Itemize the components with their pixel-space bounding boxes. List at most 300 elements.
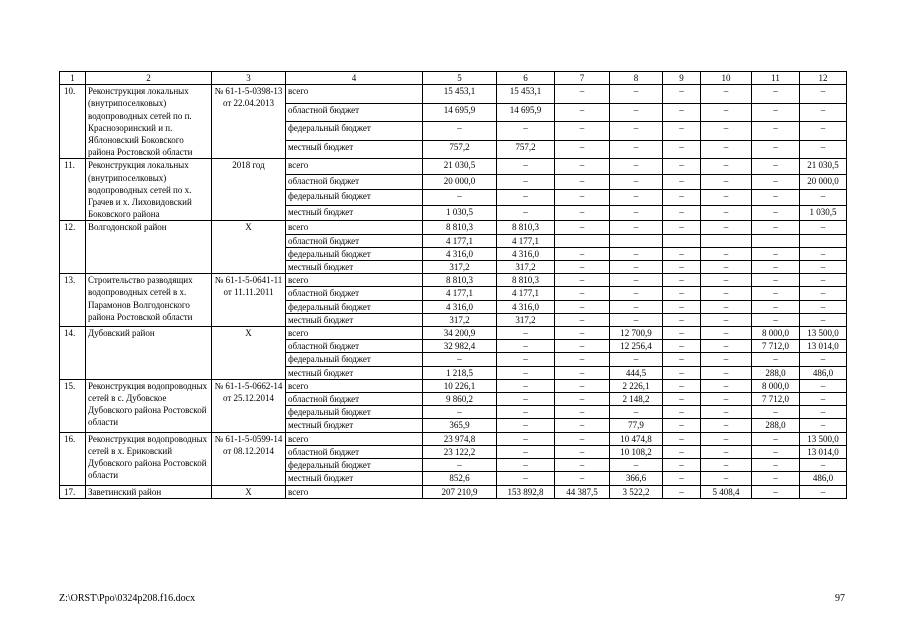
amount-cell: 15 453,1 — [423, 85, 497, 104]
amount-cell: – — [701, 205, 752, 221]
amount-cell: – — [497, 406, 555, 419]
funding-source-label: всего — [286, 274, 423, 287]
amount-cell — [752, 234, 800, 247]
funding-source-label: федеральный бюджет — [286, 353, 423, 366]
amount-cell: 317,2 — [497, 313, 555, 326]
amount-cell: 23 974,8 — [423, 432, 497, 445]
amount-cell: – — [701, 122, 752, 141]
amount-cell: 4 316,0 — [423, 300, 497, 313]
funding-source-label: местный бюджет — [286, 472, 423, 485]
amount-cell: – — [701, 366, 752, 379]
funding-source-label: областной бюджет — [286, 234, 423, 247]
amount-cell: 10 226,1 — [423, 379, 497, 392]
header-cell: 11 — [752, 72, 800, 85]
funding-source-label: местный бюджет — [286, 205, 423, 221]
funding-source-label: федеральный бюджет — [286, 190, 423, 206]
footer-page-number: 97 — [835, 593, 845, 604]
amount-cell: 23 122,2 — [423, 445, 497, 458]
amount-cell: – — [555, 393, 610, 406]
amount-cell: 8 810,3 — [497, 274, 555, 287]
amount-cell: – — [555, 459, 610, 472]
amount-cell: 1 218,5 — [423, 366, 497, 379]
amount-cell: – — [610, 247, 663, 260]
amount-cell: – — [555, 353, 610, 366]
project-code: № 61-1-5-0662-14 от 25.12.2014 — [212, 379, 286, 432]
amount-cell: – — [800, 85, 847, 104]
amount-cell: – — [752, 287, 800, 300]
amount-cell: – — [497, 122, 555, 141]
amount-cell: – — [752, 247, 800, 260]
header-cell: 7 — [555, 72, 610, 85]
amount-cell: – — [497, 190, 555, 206]
amount-cell: – — [701, 287, 752, 300]
amount-cell: – — [701, 85, 752, 104]
amount-cell: – — [800, 300, 847, 313]
amount-cell: – — [663, 247, 701, 260]
project-code: № 61-1-5-0641-11 от 11.11.2011 — [212, 274, 286, 327]
amount-cell: – — [555, 366, 610, 379]
footer-file-path: Z:\ORST\Ppo\0324p208.f16.docx — [59, 593, 196, 604]
amount-cell: – — [555, 174, 610, 190]
amount-cell: 3 522,2 — [610, 485, 663, 498]
funding-source-label: федеральный бюджет — [286, 247, 423, 260]
amount-cell: – — [752, 261, 800, 274]
row-number: 11. — [60, 159, 86, 221]
amount-cell: 2 148,2 — [610, 393, 663, 406]
amount-cell: 757,2 — [423, 140, 497, 159]
amount-cell: 8 810,3 — [423, 274, 497, 287]
amount-cell: – — [663, 221, 701, 234]
amount-cell: – — [663, 419, 701, 432]
table-row — [60, 432, 847, 445]
amount-cell: – — [610, 261, 663, 274]
amount-cell: – — [800, 406, 847, 419]
amount-cell: – — [610, 300, 663, 313]
object-name: Заветинский район — [86, 485, 212, 498]
amount-cell: – — [701, 313, 752, 326]
amount-cell: – — [663, 366, 701, 379]
amount-cell: – — [800, 190, 847, 206]
amount-cell: 4 177,1 — [497, 234, 555, 247]
amount-cell: – — [701, 340, 752, 353]
amount-cell: 1 030,5 — [423, 205, 497, 221]
amount-cell: – — [752, 432, 800, 445]
amount-cell: – — [663, 472, 701, 485]
object-name: Реконструкция локальных (внутрипоселковых) водопроводных сетей по п. Краснозоринский и п. Яблоновский Боковского района Ростовской области — [86, 85, 212, 159]
amount-cell: 20 000,0 — [423, 174, 497, 190]
amount-cell: 13 014,0 — [800, 445, 847, 458]
amount-cell: – — [800, 103, 847, 122]
amount-cell: – — [497, 159, 555, 175]
amount-cell: – — [752, 406, 800, 419]
amount-cell: 9 860,2 — [423, 393, 497, 406]
amount-cell: – — [752, 103, 800, 122]
amount-cell: – — [610, 103, 663, 122]
funding-source-label: федеральный бюджет — [286, 122, 423, 141]
amount-cell: – — [497, 379, 555, 392]
amount-cell: – — [701, 419, 752, 432]
amount-cell: 1 030,5 — [800, 205, 847, 221]
amount-cell: 486,0 — [800, 366, 847, 379]
amount-cell: – — [423, 406, 497, 419]
table-row — [60, 221, 847, 234]
amount-cell: – — [423, 459, 497, 472]
amount-cell: – — [800, 313, 847, 326]
amount-cell: 14 695,9 — [423, 103, 497, 122]
amount-cell: – — [701, 445, 752, 458]
amount-cell: – — [663, 393, 701, 406]
amount-cell — [610, 234, 663, 247]
amount-cell: – — [497, 340, 555, 353]
amount-cell: – — [752, 459, 800, 472]
amount-cell: 44 387,5 — [555, 485, 610, 498]
amount-cell: – — [663, 85, 701, 104]
amount-cell: 317,2 — [423, 313, 497, 326]
amount-cell: – — [497, 445, 555, 458]
amount-cell: – — [752, 313, 800, 326]
amount-cell: – — [663, 313, 701, 326]
funding-source-label: всего — [286, 485, 423, 498]
amount-cell: – — [701, 221, 752, 234]
funding-source-label: всего — [286, 432, 423, 445]
table-row — [60, 327, 847, 340]
object-name: Реконструкция водопроводных сетей в х. Ериковский Дубовского района Ростовской области — [86, 432, 212, 485]
row-number: 12. — [60, 221, 86, 274]
amount-cell: – — [800, 287, 847, 300]
row-number: 16. — [60, 432, 86, 485]
header-cell: 4 — [286, 72, 423, 85]
amount-cell: – — [701, 247, 752, 260]
amount-cell: – — [610, 159, 663, 175]
table-header-row — [60, 72, 847, 85]
amount-cell: 317,2 — [497, 261, 555, 274]
amount-cell: – — [663, 459, 701, 472]
amount-cell: – — [752, 472, 800, 485]
amount-cell: – — [497, 393, 555, 406]
amount-cell: – — [555, 287, 610, 300]
amount-cell: – — [663, 406, 701, 419]
amount-cell: – — [497, 432, 555, 445]
amount-cell: 4 177,1 — [497, 287, 555, 300]
object-name: Реконструкция локальных (внутрипоселковых) водопроводных сетей по х. Грачев и х. Лиховидовский Боковского района — [86, 159, 212, 221]
amount-cell: – — [800, 485, 847, 498]
amount-cell: – — [555, 85, 610, 104]
amount-cell: – — [752, 274, 800, 287]
amount-cell: – — [701, 174, 752, 190]
funding-source-label: всего — [286, 327, 423, 340]
amount-cell: – — [555, 419, 610, 432]
funding-source-label: местный бюджет — [286, 261, 423, 274]
budget-table — [59, 71, 847, 499]
amount-cell: – — [610, 221, 663, 234]
amount-cell: 757,2 — [497, 140, 555, 159]
amount-cell: 34 200,9 — [423, 327, 497, 340]
header-cell: 10 — [701, 72, 752, 85]
amount-cell: 4 177,1 — [423, 234, 497, 247]
amount-cell: – — [610, 174, 663, 190]
amount-cell: – — [701, 432, 752, 445]
amount-cell: – — [555, 221, 610, 234]
amount-cell: – — [663, 205, 701, 221]
amount-cell: 10 108,2 — [610, 445, 663, 458]
amount-cell: 21 030,5 — [423, 159, 497, 175]
funding-source-label: федеральный бюджет — [286, 459, 423, 472]
amount-cell: 12 256,4 — [610, 340, 663, 353]
header-cell: 9 — [663, 72, 701, 85]
amount-cell: – — [610, 313, 663, 326]
amount-cell: – — [800, 247, 847, 260]
amount-cell: 8 000,0 — [752, 379, 800, 392]
amount-cell: – — [555, 140, 610, 159]
amount-cell: – — [701, 159, 752, 175]
amount-cell: – — [555, 300, 610, 313]
project-code: № 61-1-5-0599-14 от 08.12.2014 — [212, 432, 286, 485]
funding-source-label: местный бюджет — [286, 366, 423, 379]
amount-cell: – — [701, 300, 752, 313]
amount-cell: – — [800, 353, 847, 366]
amount-cell: – — [497, 327, 555, 340]
amount-cell: 4 177,1 — [423, 287, 497, 300]
amount-cell: – — [663, 445, 701, 458]
funding-source-label: местный бюджет — [286, 419, 423, 432]
amount-cell: – — [610, 287, 663, 300]
amount-cell: – — [497, 419, 555, 432]
amount-cell: 852,6 — [423, 472, 497, 485]
header-cell: 6 — [497, 72, 555, 85]
amount-cell: – — [752, 485, 800, 498]
amount-cell: 10 474,8 — [610, 432, 663, 445]
funding-source-label: всего — [286, 379, 423, 392]
amount-cell: – — [497, 472, 555, 485]
amount-cell: – — [663, 287, 701, 300]
amount-cell — [555, 234, 610, 247]
amount-cell: 32 982,4 — [423, 340, 497, 353]
amount-cell: – — [663, 122, 701, 141]
funding-source-label: областной бюджет — [286, 445, 423, 458]
amount-cell: – — [752, 122, 800, 141]
amount-cell: – — [752, 221, 800, 234]
amount-cell: – — [800, 221, 847, 234]
object-name: Волгодонской район — [86, 221, 212, 274]
amount-cell: – — [610, 85, 663, 104]
amount-cell: 317,2 — [423, 261, 497, 274]
amount-cell: – — [423, 353, 497, 366]
amount-cell: 207 210,9 — [423, 485, 497, 498]
amount-cell: – — [610, 274, 663, 287]
amount-cell: – — [663, 327, 701, 340]
row-number: 17. — [60, 485, 86, 498]
amount-cell: – — [497, 205, 555, 221]
object-name: Строительство разводящих водопроводных сетей в х. Парамонов Волгодонского района Ростовской области — [86, 274, 212, 327]
amount-cell: – — [497, 174, 555, 190]
amount-cell: – — [701, 393, 752, 406]
amount-cell: – — [800, 379, 847, 392]
amount-cell: – — [701, 140, 752, 159]
amount-cell: 288,0 — [752, 366, 800, 379]
amount-cell: – — [752, 190, 800, 206]
amount-cell: 2 226,1 — [610, 379, 663, 392]
project-code: № 61-1-5-0398-13 от 22.04.2013 — [212, 85, 286, 159]
amount-cell: – — [663, 103, 701, 122]
amount-cell: – — [423, 122, 497, 141]
amount-cell: – — [497, 353, 555, 366]
amount-cell: – — [610, 406, 663, 419]
amount-cell: – — [610, 459, 663, 472]
amount-cell: 13 500,0 — [800, 327, 847, 340]
amount-cell: – — [701, 103, 752, 122]
amount-cell: – — [752, 300, 800, 313]
amount-cell: 4 316,0 — [423, 247, 497, 260]
amount-cell: – — [701, 379, 752, 392]
amount-cell: – — [800, 261, 847, 274]
amount-cell — [701, 234, 752, 247]
amount-cell: – — [555, 445, 610, 458]
funding-source-label: федеральный бюджет — [286, 406, 423, 419]
amount-cell: – — [555, 205, 610, 221]
amount-cell: 14 695,9 — [497, 103, 555, 122]
amount-cell — [800, 234, 847, 247]
amount-cell: 366,6 — [610, 472, 663, 485]
amount-cell: – — [663, 174, 701, 190]
amount-cell: – — [752, 445, 800, 458]
funding-source-label: областной бюджет — [286, 393, 423, 406]
amount-cell: 365,9 — [423, 419, 497, 432]
amount-cell: 4 316,0 — [497, 300, 555, 313]
amount-cell: – — [423, 190, 497, 206]
amount-cell: – — [663, 140, 701, 159]
amount-cell: 153 892,8 — [497, 485, 555, 498]
amount-cell: – — [497, 366, 555, 379]
amount-cell: 8 000,0 — [752, 327, 800, 340]
amount-cell: – — [752, 159, 800, 175]
amount-cell: 15 453,1 — [497, 85, 555, 104]
amount-cell: – — [701, 472, 752, 485]
amount-cell: – — [663, 159, 701, 175]
amount-cell: – — [555, 274, 610, 287]
amount-cell: – — [610, 122, 663, 141]
amount-cell — [663, 234, 701, 247]
header-cell: 12 — [800, 72, 847, 85]
table-row — [60, 274, 847, 287]
amount-cell: – — [555, 159, 610, 175]
funding-source-label: областной бюджет — [286, 174, 423, 190]
table-row — [60, 485, 847, 498]
amount-cell: 7 712,0 — [752, 340, 800, 353]
amount-cell: – — [701, 406, 752, 419]
amount-cell: 21 030,5 — [800, 159, 847, 175]
amount-cell: 20 000,0 — [800, 174, 847, 190]
amount-cell: – — [752, 353, 800, 366]
amount-cell: – — [555, 122, 610, 141]
table-row — [60, 159, 847, 175]
amount-cell: – — [701, 353, 752, 366]
amount-cell: – — [800, 122, 847, 141]
amount-cell: – — [800, 419, 847, 432]
amount-cell: – — [663, 261, 701, 274]
header-cell: 3 — [212, 72, 286, 85]
amount-cell: 4 316,0 — [497, 247, 555, 260]
row-number: 13. — [60, 274, 86, 327]
amount-cell: – — [555, 432, 610, 445]
amount-cell: – — [701, 261, 752, 274]
amount-cell: – — [800, 140, 847, 159]
amount-cell: – — [701, 459, 752, 472]
amount-cell: – — [701, 190, 752, 206]
amount-cell: 8 810,3 — [497, 221, 555, 234]
amount-cell: – — [555, 313, 610, 326]
funding-source-label: всего — [286, 85, 423, 104]
table-row — [60, 379, 847, 392]
amount-cell: – — [800, 393, 847, 406]
amount-cell: – — [752, 174, 800, 190]
amount-cell: – — [752, 140, 800, 159]
amount-cell: – — [663, 379, 701, 392]
header-cell: 5 — [423, 72, 497, 85]
amount-cell: – — [555, 472, 610, 485]
object-name: Дубовский район — [86, 327, 212, 380]
object-name: Реконструкция водопроводных сетей в с. Дубовское Дубовского района Ростовской области — [86, 379, 212, 432]
amount-cell: – — [555, 340, 610, 353]
amount-cell: – — [701, 327, 752, 340]
amount-cell: – — [555, 327, 610, 340]
project-code: Х — [212, 327, 286, 380]
amount-cell: 8 810,3 — [423, 221, 497, 234]
amount-cell: 5 408,4 — [701, 485, 752, 498]
amount-cell: 13 500,0 — [800, 432, 847, 445]
project-code: 2018 год — [212, 159, 286, 221]
funding-source-label: всего — [286, 221, 423, 234]
amount-cell: – — [555, 247, 610, 260]
amount-cell: – — [663, 274, 701, 287]
funding-source-label: местный бюджет — [286, 140, 423, 159]
funding-source-label: всего — [286, 159, 423, 175]
amount-cell: – — [555, 261, 610, 274]
amount-cell: 7 712,0 — [752, 393, 800, 406]
amount-cell: – — [663, 340, 701, 353]
funding-source-label: областной бюджет — [286, 103, 423, 122]
project-code: Х — [212, 485, 286, 498]
amount-cell: 12 700,9 — [610, 327, 663, 340]
amount-cell: – — [800, 459, 847, 472]
amount-cell: – — [663, 432, 701, 445]
amount-cell: – — [555, 406, 610, 419]
amount-cell: – — [701, 274, 752, 287]
amount-cell: – — [663, 485, 701, 498]
amount-cell: – — [752, 85, 800, 104]
amount-cell: – — [555, 103, 610, 122]
row-number: 14. — [60, 327, 86, 380]
row-number: 10. — [60, 85, 86, 159]
amount-cell: – — [555, 190, 610, 206]
amount-cell: 13 014,0 — [800, 340, 847, 353]
amount-cell: – — [555, 379, 610, 392]
funding-source-label: областной бюджет — [286, 340, 423, 353]
amount-cell: – — [610, 205, 663, 221]
row-number: 15. — [60, 379, 86, 432]
amount-cell: – — [752, 205, 800, 221]
amount-cell: – — [663, 300, 701, 313]
table-row — [60, 85, 847, 104]
amount-cell: – — [800, 274, 847, 287]
header-cell: 2 — [86, 72, 212, 85]
amount-cell: – — [610, 190, 663, 206]
funding-source-label: местный бюджет — [286, 313, 423, 326]
amount-cell: – — [663, 190, 701, 206]
funding-source-label: федеральный бюджет — [286, 300, 423, 313]
amount-cell: – — [610, 140, 663, 159]
project-code: Х — [212, 221, 286, 274]
funding-source-label: областной бюджет — [286, 287, 423, 300]
